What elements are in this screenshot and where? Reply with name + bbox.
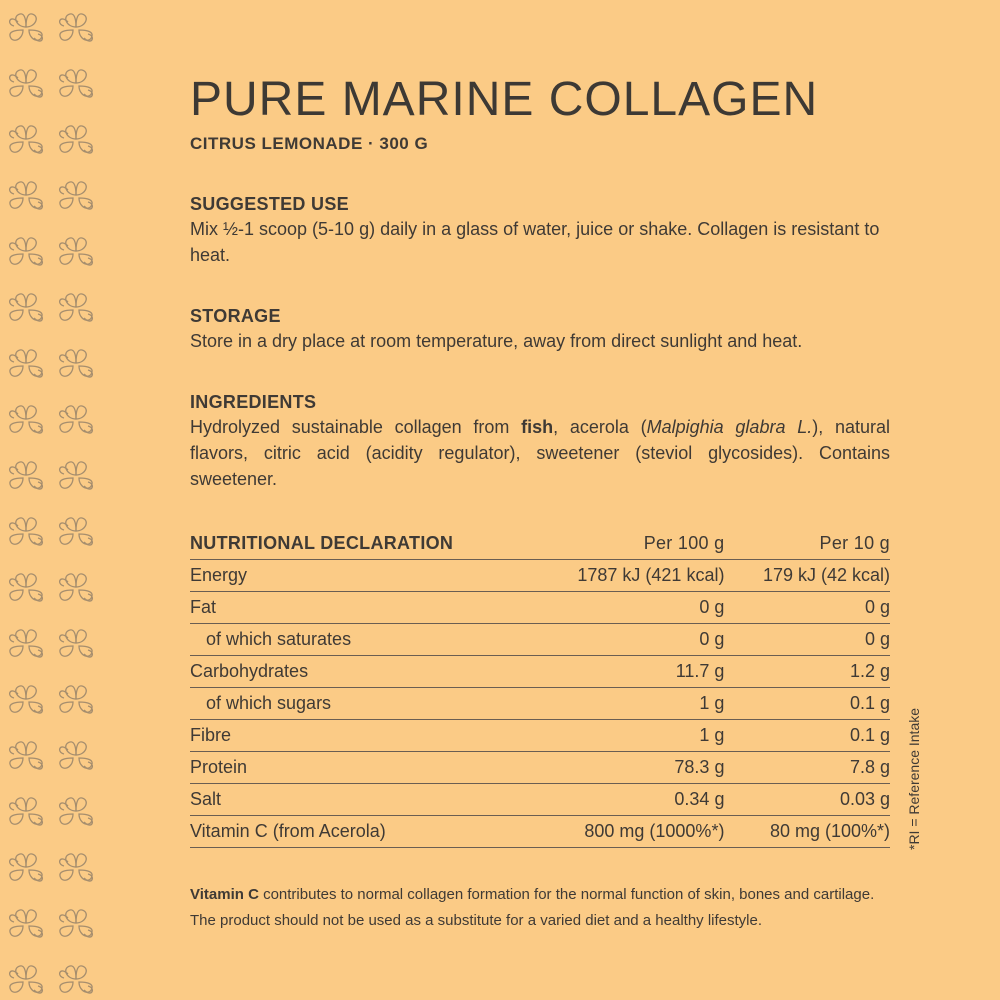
- clover-icon: [60, 574, 93, 601]
- clover-icon: [60, 406, 93, 433]
- storage-text: Store in a dry place at room temperature, away from direct sunlight and heat.: [190, 331, 803, 351]
- nutrient-name: Fibre: [190, 725, 232, 745]
- clover-icon: [10, 14, 43, 41]
- footer-note: [190, 882, 890, 934]
- ingredients-section: [190, 390, 890, 492]
- clover-icon: [10, 126, 43, 153]
- clover-icon: [10, 854, 43, 881]
- clover-icon: [60, 294, 93, 321]
- ingredients-part3: ), natural flavors, citric acid (acidity regulator), sweetener (steviol glycosides). Contains sweetener.: [190, 417, 890, 489]
- nutrition-heading: NUTRITIONAL DECLARATION: [190, 533, 454, 553]
- clover-icon: [10, 462, 43, 489]
- storage-heading: STORAGE: [190, 306, 281, 326]
- nutrient-name: Vitamin C (from Acerola): [190, 821, 386, 841]
- ingredients-part1: Hydrolyzed sustainable collagen from: [190, 417, 522, 437]
- nutrition-row: [190, 688, 890, 720]
- nutrition-table: [190, 528, 890, 848]
- clover-icon: [10, 182, 43, 209]
- nutrition-header-row: [190, 528, 890, 560]
- nutrient-name: Energy: [190, 565, 248, 585]
- nutrient-name: Carbohydrates: [190, 661, 309, 681]
- clover-icon: [60, 518, 93, 545]
- value-per-10g: 0.1 g: [849, 725, 890, 745]
- clover-icon: [60, 742, 93, 769]
- ingredients-part2: , acerola (: [553, 417, 647, 437]
- value-per-10g: 7.8 g: [849, 757, 890, 777]
- value-per-100g: 11.7 g: [675, 661, 725, 681]
- clover-icon: [10, 742, 43, 769]
- value-per-100g: 0.34 g: [674, 789, 725, 809]
- clover-icon: [60, 854, 93, 881]
- clover-icon: [10, 518, 43, 545]
- product-title: PURE MARINE COLLAGEN: [190, 73, 819, 126]
- clover-pattern-icon: [0, 0, 120, 1000]
- ingredients-text: [190, 414, 890, 492]
- clover-icon: [60, 350, 93, 377]
- value-per-100g: 1787 kJ (421 kcal): [577, 565, 725, 585]
- clover-icon: [10, 70, 43, 97]
- allergen-fish: fish: [521, 417, 554, 437]
- clover-icon: [10, 406, 43, 433]
- clover-icon: [60, 238, 93, 265]
- value-per-100g: 0 g: [699, 629, 725, 649]
- clover-icon: [10, 798, 43, 825]
- nutrition-row: [190, 752, 890, 784]
- value-per-100g: 800 mg (1000%*): [584, 821, 725, 841]
- clover-icon: [10, 574, 43, 601]
- value-per-10g: 1.2 g: [849, 661, 890, 681]
- per-100g-header: Per 100 g: [643, 533, 725, 553]
- nutrition-row: [190, 656, 890, 688]
- clover-icon: [60, 630, 93, 657]
- nutrition-row: [190, 560, 890, 592]
- nutrient-name: Salt: [190, 789, 222, 809]
- value-per-100g: 78.3 g: [674, 757, 725, 777]
- clover-icon: [10, 966, 43, 993]
- clover-icon: [60, 462, 93, 489]
- clover-icon: [10, 238, 43, 265]
- per-10g-header: Per 10 g: [819, 533, 890, 553]
- clover-icon: [10, 630, 43, 657]
- value-per-10g: 0 g: [864, 597, 890, 617]
- storage-section: [190, 304, 890, 354]
- label-content: [190, 70, 890, 934]
- clover-icon: [60, 686, 93, 713]
- footer-bold: Vitamin C: [190, 886, 259, 903]
- nutrition-row: [190, 720, 890, 752]
- suggested-use-text: Mix ½-1 scoop (5-10 g) daily in a glass of water, juice or shake. Collagen is resistant to heat.: [190, 219, 880, 265]
- value-per-10g: 0 g: [864, 629, 890, 649]
- nutrient-name: Protein: [190, 757, 248, 777]
- value-per-100g: 0 g: [699, 597, 725, 617]
- clover-icon: [60, 70, 93, 97]
- reference-intake-note: [906, 670, 924, 850]
- reference-intake-text: *RI = Reference Intake: [906, 707, 922, 850]
- value-per-10g: 0.1 g: [849, 693, 890, 713]
- nutrition-row: [190, 816, 890, 848]
- nutrient-name: Fat: [190, 597, 217, 617]
- clover-icon: [10, 294, 43, 321]
- clover-icon: [60, 126, 93, 153]
- clover-icon: [60, 14, 93, 41]
- value-per-100g: 1 g: [699, 725, 725, 745]
- clover-icon: [10, 686, 43, 713]
- clover-icon: [10, 350, 43, 377]
- ingredients-heading: INGREDIENTS: [190, 392, 317, 412]
- suggested-use-section: [190, 192, 890, 268]
- clover-icon: [60, 182, 93, 209]
- nutrient-name: of which saturates: [206, 629, 352, 649]
- clover-icon: [60, 910, 93, 937]
- nutrition-row: [190, 784, 890, 816]
- clover-icon: [60, 966, 93, 993]
- value-per-10g: 80 mg (100%*): [769, 821, 890, 841]
- nutrition-row: [190, 624, 890, 656]
- latin-name: Malpighia glabra L.: [646, 417, 813, 437]
- nutrition-row: [190, 592, 890, 624]
- nutrient-name: of which sugars: [206, 693, 332, 713]
- product-subtitle: CITRUS LEMONADE · 300 G: [190, 134, 429, 153]
- clover-icon: [60, 798, 93, 825]
- value-per-10g: 179 kJ (42 kcal): [762, 565, 890, 585]
- clover-icon: [10, 910, 43, 937]
- value-per-100g: 1 g: [699, 693, 725, 713]
- footer-text: contributes to normal collagen formation for the normal function of skin, bones and cartilage. The product should not be used as a substitute for a varied diet and a healthy lifestyle.: [190, 886, 875, 929]
- suggested-use-heading: SUGGESTED USE: [190, 194, 349, 214]
- value-per-10g: 0.03 g: [839, 789, 890, 809]
